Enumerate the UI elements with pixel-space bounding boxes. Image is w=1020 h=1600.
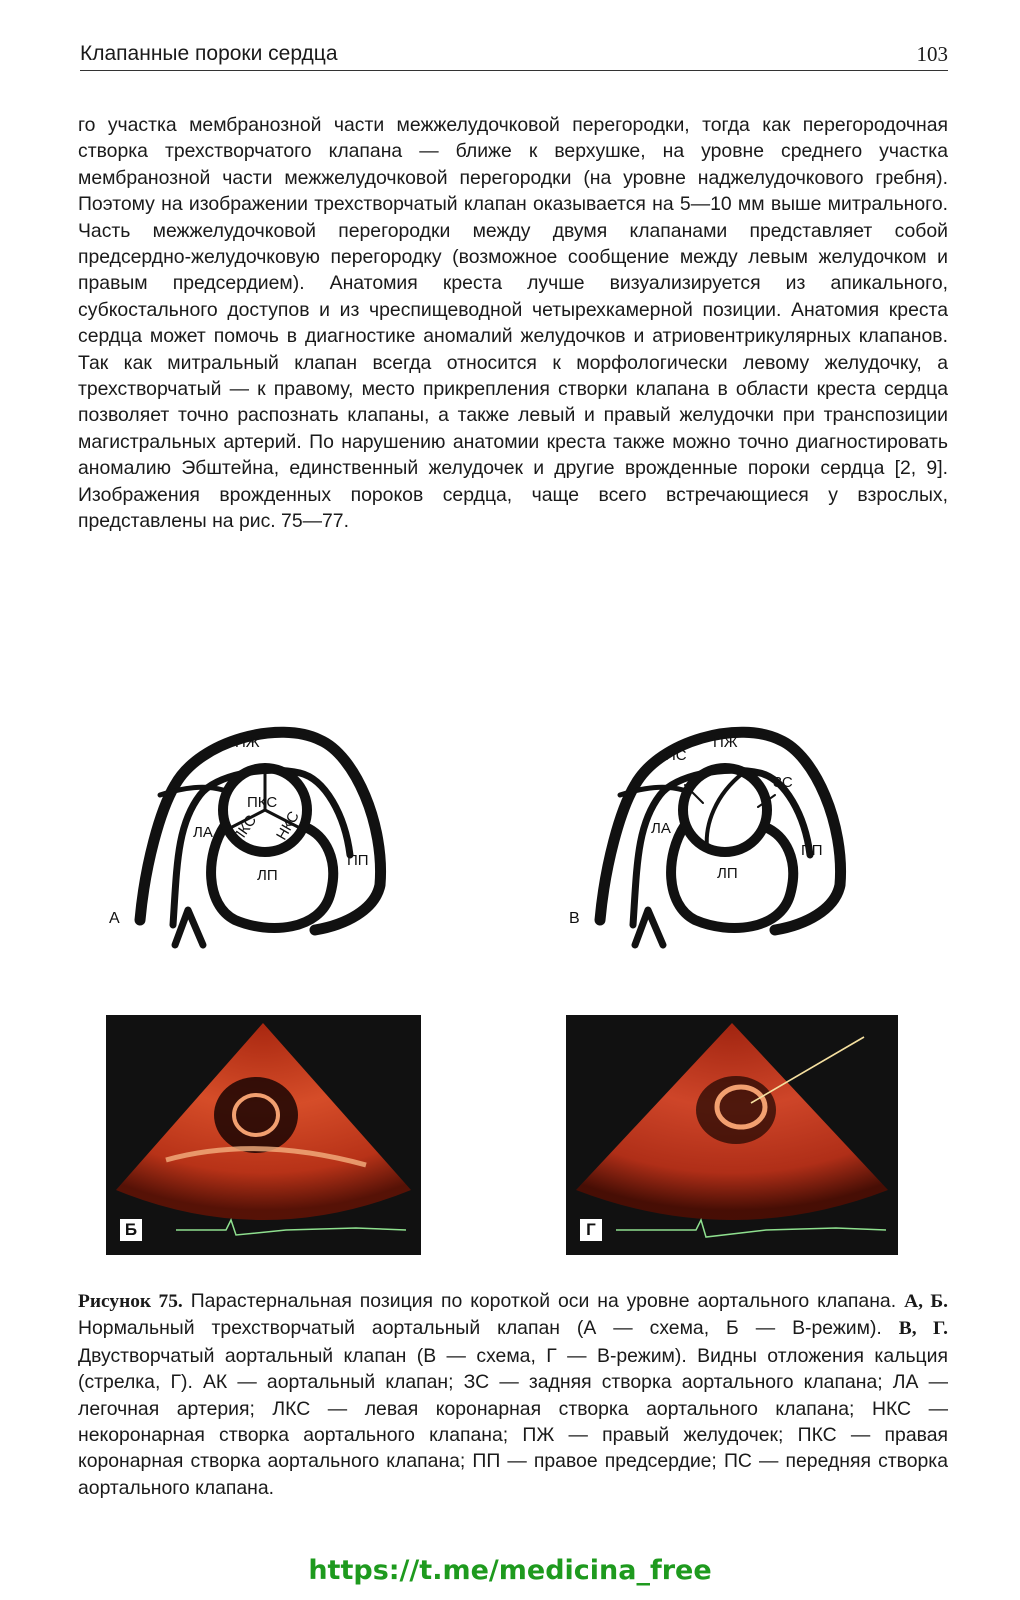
echo-b-svg	[106, 1015, 421, 1255]
echo-image-g	[566, 1015, 898, 1255]
diagram-v-bicuspid	[565, 715, 865, 965]
running-header	[80, 40, 948, 71]
label-nks: НКС	[273, 808, 303, 844]
caption-vg: В, Г.	[898, 1318, 948, 1340]
label-pp: ПП	[801, 842, 823, 859]
caption-ab-text: Нормальный трехстворчатый аортальный клапан (А — схема, Б — В-режим).	[78, 1317, 899, 1340]
echo-image-b	[106, 1015, 421, 1255]
chapter-title: Клапанные пороки сердца	[80, 42, 338, 65]
label-pzh: ПЖ	[235, 734, 260, 751]
label-pzh: ПЖ	[713, 734, 738, 751]
label-lp: ЛП	[257, 867, 278, 884]
page-number: 103	[916, 42, 948, 66]
label-pks: ПКС	[247, 794, 278, 811]
label-la: ЛА	[651, 820, 671, 837]
diagram-letter: А	[109, 910, 120, 927]
label-pp: ПП	[347, 852, 369, 869]
paragraph-text: го участка мембранозной части межжелудочковой перегородки, тогда как перегородочная створка трехстворчатого клапана — ближе к верхушке, на уровне среднего участка мембранозной части межжелудочковой перегородки (на уровне наджелудочкового гребня). Поэтому на изображении трехстворчатый клапан оказывается на 5—10 мм выше митрального. Часть межжелудочковой перегородки между двумя клапанами представляет собой предсердно-желудочковую перегородку (возможное сообщение между левым желудочком и правым предсердием). Анатомия креста лучше визуализируется из апикального, субкостального доступов и из чреспищеводной четырехкамерной позиции. Анатомия креста сердца может помочь в диагностике аномалий желудочков и атриовентрикулярных клапанов. Так как митральный клапан всегда относится к морфологически левому желудочку, а трехстворчатый — к правому, место прикрепления створки клапана в области креста сердца позволяет точно распознать клапаны, а также левый и правый желудочки при транспозиции магистральных артерий. По нарушению анатомии креста также можно точно диагностировать аномалию Эбштейна, единственный желудочек и другие врожденные пороки сердца [2, 9]. Изображения врожденных пороков сердца, чаще всего встречающиеся у взрослых, представлены на рис. 75—77.	[78, 114, 948, 533]
caption-vg-text: Двустворчатый аортальный клапан (В — схема, Г — В-режим). Видны отложения кальция (стрелка, Г). АК — аортальный клапан; ЗС — задняя створка аортального клапана; ЛА — легочная артерия; ЛКС — левая коронарная створка аортального клапана; НКС — некоронарная створка аортального клапана; ПЖ — правый желудочек; ПКС — правая коронарная створка аортального клапана; ПП — правое предсердие; ПС — передняя створка аортального клапана.	[78, 1344, 948, 1499]
telegram-link[interactable]: https://t.me/medicina_free	[308, 1555, 712, 1586]
caption-label: Рисунок 75.	[78, 1291, 183, 1312]
caption-intro: Парастернальная позиция по короткой оси на уровне аортального клапана.	[182, 1290, 905, 1312]
image-letter-b: Б	[120, 1219, 142, 1241]
figure-caption	[78, 1288, 948, 1501]
label-ps: ПС	[665, 747, 687, 764]
label-la: ЛА	[193, 824, 213, 841]
diagram-letter: В	[569, 910, 580, 927]
echo-g-svg	[566, 1015, 898, 1255]
body-paragraph	[78, 112, 948, 535]
image-letter-g: Г	[580, 1219, 602, 1241]
label-zs: ЗС	[773, 774, 793, 791]
diagram-a-svg	[105, 715, 405, 965]
caption-ab: А, Б.	[904, 1291, 948, 1312]
diagram-v-svg	[565, 715, 865, 965]
label-lp: ЛП	[717, 865, 738, 882]
diagram-a-trileaflet	[105, 715, 405, 965]
label-lks: ЛКС	[229, 812, 261, 846]
